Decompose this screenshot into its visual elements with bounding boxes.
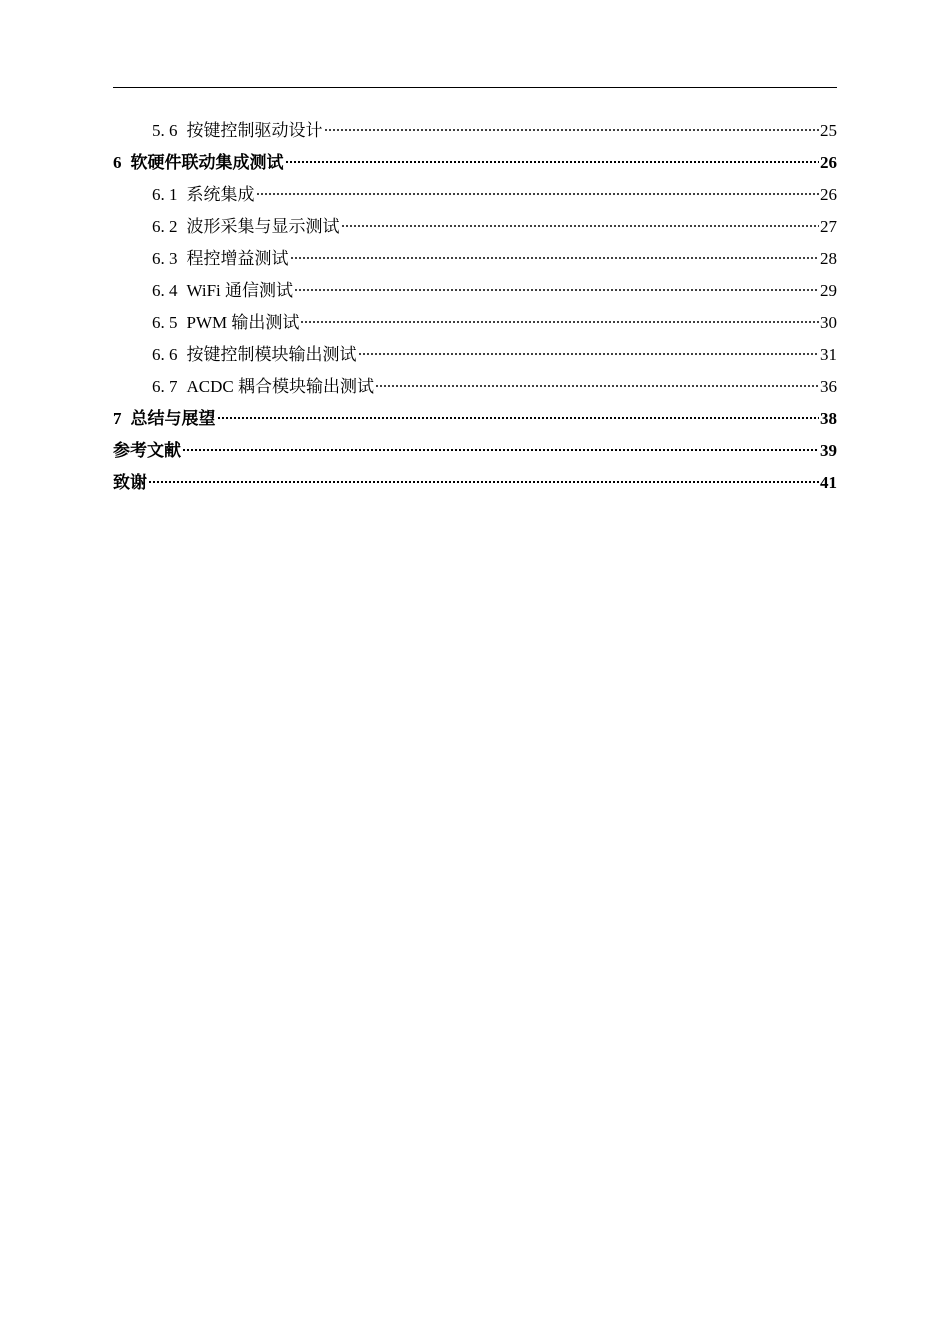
toc-entry-number: 7 <box>113 409 122 428</box>
toc-entry-page: 25 <box>820 121 837 140</box>
toc-entry-page: 30 <box>820 313 837 332</box>
header-rule <box>113 87 837 88</box>
toc-entry-number: 6. 1 <box>152 185 178 204</box>
toc-entry-number: 6. 2 <box>152 217 178 236</box>
toc-dot-leader <box>182 449 819 451</box>
toc-entry-number: 6. 5 <box>152 313 178 332</box>
toc-entry[interactable] <box>113 339 837 371</box>
toc-entry-number: 5. 6 <box>152 121 178 140</box>
toc-dot-leader <box>324 129 820 131</box>
toc-entry-page: 38 <box>820 409 837 428</box>
toc-entry[interactable] <box>113 243 837 275</box>
toc-entry[interactable] <box>113 275 837 307</box>
toc-dot-leader <box>375 385 819 387</box>
toc-entry[interactable] <box>113 211 837 243</box>
toc-entry-title: 致谢 <box>113 473 147 492</box>
toc-entry-title: 程控增益测试 <box>186 249 289 268</box>
toc-entry-title: 参考文献 <box>113 441 181 460</box>
toc-entry[interactable] <box>113 115 837 147</box>
toc-entry[interactable] <box>113 403 837 435</box>
toc-entry[interactable] <box>113 179 837 211</box>
toc-dot-leader <box>300 321 819 323</box>
toc-entry-page: 26 <box>820 153 837 172</box>
toc-entry-title: 按键控制驱动设计 <box>186 121 323 140</box>
toc-entry-number: 6 <box>113 153 122 172</box>
toc-entry-page: 26 <box>820 185 837 204</box>
toc-entry-title: 总结与展望 <box>130 409 216 428</box>
toc-entry-page: 39 <box>820 441 837 460</box>
toc-entry-title: PWM 输出测试 <box>186 313 300 332</box>
toc-dot-leader <box>290 257 820 259</box>
toc-dot-leader <box>341 225 820 227</box>
toc-entry-number: 6. 3 <box>152 249 178 268</box>
toc-entry-title: ACDC 耦合模块输出测试 <box>186 377 374 396</box>
toc-entry-title: 软硬件联动集成测试 <box>130 153 284 172</box>
toc-entry-title: WiFi 通信测试 <box>186 281 294 300</box>
toc-entry-page: 29 <box>820 281 837 300</box>
toc-entry-number: 6. 7 <box>152 377 178 396</box>
toc-dot-leader <box>285 161 820 163</box>
toc-entry-page: 36 <box>820 377 837 396</box>
toc-dot-leader <box>294 289 819 291</box>
toc-entry[interactable] <box>113 371 837 403</box>
toc-entry[interactable] <box>113 147 837 179</box>
toc-entry[interactable] <box>113 435 837 467</box>
toc-dot-leader <box>358 353 820 355</box>
table-of-contents <box>113 115 837 499</box>
toc-entry-page: 27 <box>820 217 837 236</box>
toc-entry-title: 系统集成 <box>186 185 255 204</box>
toc-entry-page: 31 <box>820 345 837 364</box>
toc-dot-leader <box>148 481 819 483</box>
toc-entry-page: 41 <box>820 473 837 492</box>
toc-entry-title: 按键控制模块输出测试 <box>186 345 357 364</box>
toc-entry-number: 6. 6 <box>152 345 178 364</box>
toc-entry-number: 6. 4 <box>152 281 178 300</box>
toc-dot-leader <box>256 193 820 195</box>
toc-dot-leader <box>217 417 820 419</box>
toc-entry[interactable] <box>113 307 837 339</box>
toc-entry-title: 波形采集与显示测试 <box>186 217 340 236</box>
toc-entry-page: 28 <box>820 249 837 268</box>
toc-entry[interactable] <box>113 467 837 499</box>
